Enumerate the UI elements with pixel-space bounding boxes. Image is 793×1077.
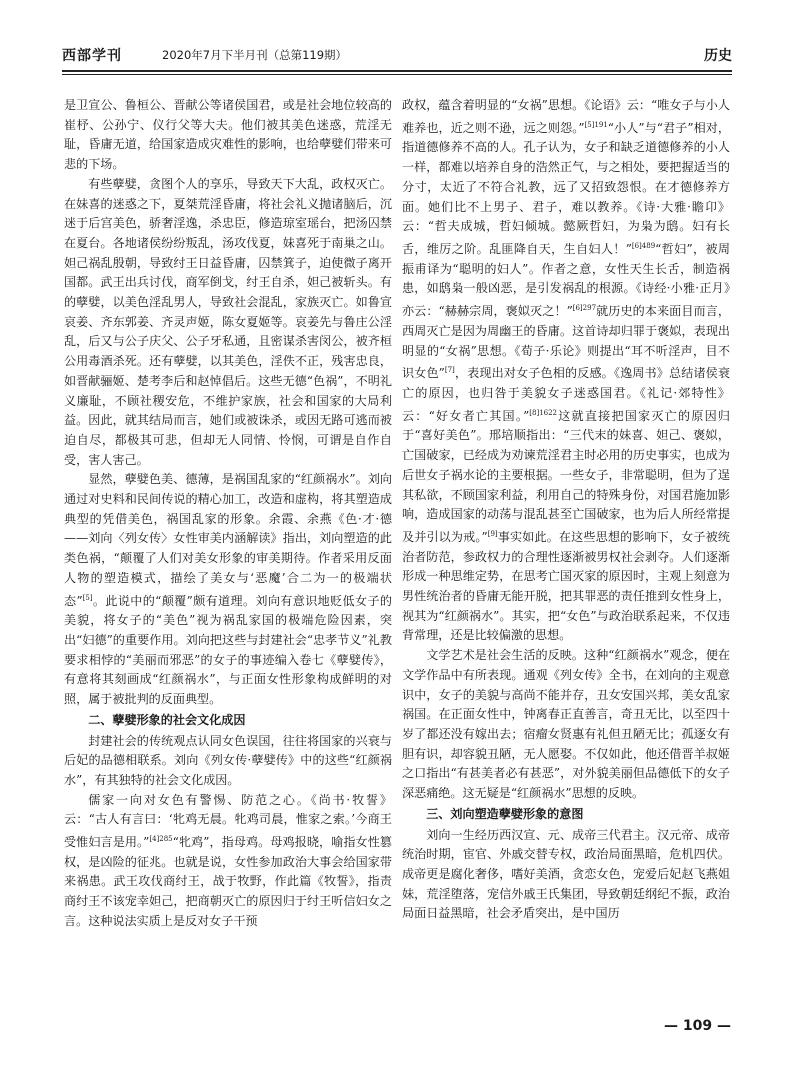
issue-info: 2020年7月下半月刊（总第119期） — [162, 48, 348, 62]
section-label: 历史 — [704, 48, 732, 64]
citation: [5]191 — [584, 120, 608, 129]
paragraph: 封建社会的传统观点认同女色误国，往往将国家的兴衰与后妃的品德相联系。刘向《列女传·孽嬖传》中的这些“红颜祸水”，有其独特的社会文化成因。 — [64, 733, 392, 787]
page-number: — 109 — — [664, 1018, 731, 1034]
section-heading: 二、孽嬖形象的社会文化成因 — [88, 712, 246, 727]
paragraph: 有些孽嬖，贪图个人的享乐，导致天下大乱，政权灭亡。在妹喜的迷惑之下，夏桀荒淫昏庸，将社会礼义抛诸脑后，沉迷于后宫美色，骄奢淫逸，杀忠臣，修造琼室瑶台，把汤囚禁在夏台。各地诸侯纷纷叛乱，汤攻伐夏，妹喜死于南巢之山。妲己祸乱殷朝，导致纣王日益昏庸，囚禁箕子，迫使微子离开国都。武王出兵讨伐，商军倒戈，纣王自杀，妲己被斩头。有的孽嬖，以美色淫乱男人，导致社会混乱，家族灭亡。如鲁宣哀姜、齐东郭姜、齐灵声姬，陈女夏姬等。哀姜先与鲁庄公淫乱，后又与公子庆父、公子牙私通，且密谋杀害闵公，被齐桓公用毒酒杀死。还有孽嬖，以其美色，淫佚不正，残害忠良，如晋献骊姬、楚考李后和赵悼倡后。这些无德“色祸”，不明礼义廉耻，不顾社稷安危，不维护家族，社会和国家的大局利益。因此，就其结局而言，她们或被诛杀，或因无路可逃而被迫自尽，都极其可悲，但却无人同情、怜悯，可谓是自作自受，害人害己。 — [64, 176, 392, 467]
citation: [6]489 — [631, 241, 656, 250]
paragraph: 显然，孽嬖色美、德薄，是祸国乱家的“红颜祸水”。刘向通过对史料和民间传说的精心加工，改造和虚构，将其塑造成典型的凭借美色，祸国乱家的形象。余霞、余燕《色·才·德——刘向〈列女传〉女性审美内涵解读》指出，刘向塑造的此类色祸，“颠覆了人们对美女形象的审美期待。作者采用反面人物的塑造模式，描绘了美女与‘恶魔’合二为一的极端状态”[5]。此说中的“颠覆”颇有道理。刘向有意识地贬低女子的美貌，将女子的“美色”视为祸乱家国的极端危险因素，突出“妇德”的重要作用。刘向把这些与封建社会“忠孝节义”礼教要求相悖的“美丽而邪恶”的女子的事迹编入卷七《孽嬖传》，有意将其刻画成“红颜祸水”，与正面女性形象构成鲜明的对照，属于被批判的反面典型。 — [64, 472, 392, 707]
citation: [4]285 — [149, 835, 173, 844]
paragraph: 政权，蕴含着明显的“女祸”思想。《论语》云：“唯女子与小人难养也，近之则不逊，远之则怨。”$^{[5]191}$“小人”与“君子”相对，指道德修养不高的人。孔子认为，女子和缺乏道德修养的小人一样，都难以培养自身的浩然正气，与之相处，要把握适当的分寸，太近了不符合礼教，远了又招致怨恨。在才德修养方面。她们比不上男子、君子，难以教养。《诗·大雅·瞻卬》云：“哲夫成城，哲妇倾城。懿厥哲妇，为枭为鸱。妇有长舌，维厉之阶。乱匪降自天，生自妇人！”$^{[6]489}$“哲妇”，被周振甫译为“聪明的妇人”。作者之意，女性天生长舌，制造祸患，如鸱枭一般凶恶，是引发祸乱的根源。《诗经·小雅·正月》亦云：“赫赫宗周，褒姒灭之！”$^{[6]297}$就历史的本来面目而言，西周灭亡是因为周幽王的昏庸。这首诗却归罪于褒姒，表现出明显的“女祸”思想。《荀子·乐论》则提出“耳不听淫声，目不识女色”[7]，表现出对女子色相的反感。《逸周书》总结诸侯衰亡的原因，也归咎于美貌女子迷惑国君。《礼记·郊特性》云：“好女者亡其国。”$^{[8]1622}$这就直接把国家灭亡的原因归于“喜好美色”。邢培顺指出：“三代末的妹喜、妲己、褒姒，亡国破家，已经成为劝谏荒淫君主时必用的历史事实，也成为后世女子祸水论的主要根据。一些女子，非常聪明，但为了逞其私欲，不顾国家利益，利用自己的特殊身份，对国君施加影响，造成国家的动荡与混乱甚至亡国破家，也为后人所经常提及并引以为戒。”[9]事实如此。在这些思想的影响下，女子被统治者防范，参政权力的合理性逐渐被男权社会剥夺。人们逐渐形成一种思维定势，在思考亡国灭家的原因时，主观上刻意为男性统治者的昏庸无能开脱，把其罪恶的责任推到女性身上，视其为“红颜祸水”。其实，把“女色”与政治联系起来，不仅违背常理，还是比较偏激的思想。 — [402, 98, 730, 643]
paragraph: 文学艺术是社会生活的反映。这种“红颜祸水”观念，便在文学作品中有所表现。通观《列女传》全书，在刘向的主观意识中，女子的美貌与高尚不能并存，丑女安国兴邦，美女乱家祸国。在正面女性中，钟离春正直善言，奇丑无比，以至四十岁了都还没有嫁出去；宿瘤女贤惠有礼但丑陋无比；孤逐女有胆有识，却容貌丑陋，无人愿娶。不仅如此，他还借晋羊叔姬之口指出“有甚美者必有甚恶”，对外貌美丽但品德低下的女子深恶痛绝。这无疑是“红颜祸水”思想的反映。 — [402, 648, 730, 801]
right-column — [402, 96, 730, 924]
journal-logo: 西部学刊 — [62, 48, 122, 64]
paragraph: 儒家一向对女色有警惕、防范之心。《尚书·牧誓》云：“古人有言曰：‘牝鸡无晨。牝鸡司晨，惟家之索。’今商王受惟妇言是用。”$^{[4]285}$“牝鸡”，指母鸡。母鸡报晓，喻指女性篡权，是凶险的征兆。也就是说，女性参加政治大事会给国家带来祸患。武王攻伐商纣王，战于牧野，作此篇《牧誓》，指责商纣王不该宠幸妲己，把商朝灭亡的原因归于纣王听信妇女之言。这种说法实质上是反对女子干预 — [64, 792, 392, 928]
citation: [7] — [444, 366, 455, 375]
paragraph: 刘向一生经历西汉宣、元、成帝三代君主。汉元帝、成帝统治时期，宦官、外戚交替专权，政治局面黑暗，危机四伏。成帝更是腐化奢侈，嗜好美酒，贪恋女色，宠爱后妃赵飞燕姐妹，荒淫堕落，宠信外戚王氏集团，导致朝廷纲纪不振，政治局面日益黑暗，社会矛盾突出，是中国历 — [402, 827, 730, 921]
left-column — [64, 96, 392, 932]
citation: [5] — [82, 593, 93, 602]
citation: [9] — [487, 529, 498, 538]
header-rule-thin — [62, 74, 732, 75]
running-header — [62, 44, 732, 66]
citation: [8]1622 — [529, 408, 558, 417]
citation: [6]297 — [572, 304, 597, 313]
paragraph: 是卫宣公、鲁桓公、晋献公等诸侯国君，或是社会地位较高的崔杼、公孙宁、仪行父等大夫。他们被其美色迷惑，荒淫无耻，昏庸无道，给国家造成灾难性的影响，也给孽嬖们带来可悲的下场。 — [64, 98, 392, 172]
header-rule — [62, 70, 732, 72]
section-heading: 三、刘向塑造孽嬖形象的意图 — [426, 806, 584, 821]
